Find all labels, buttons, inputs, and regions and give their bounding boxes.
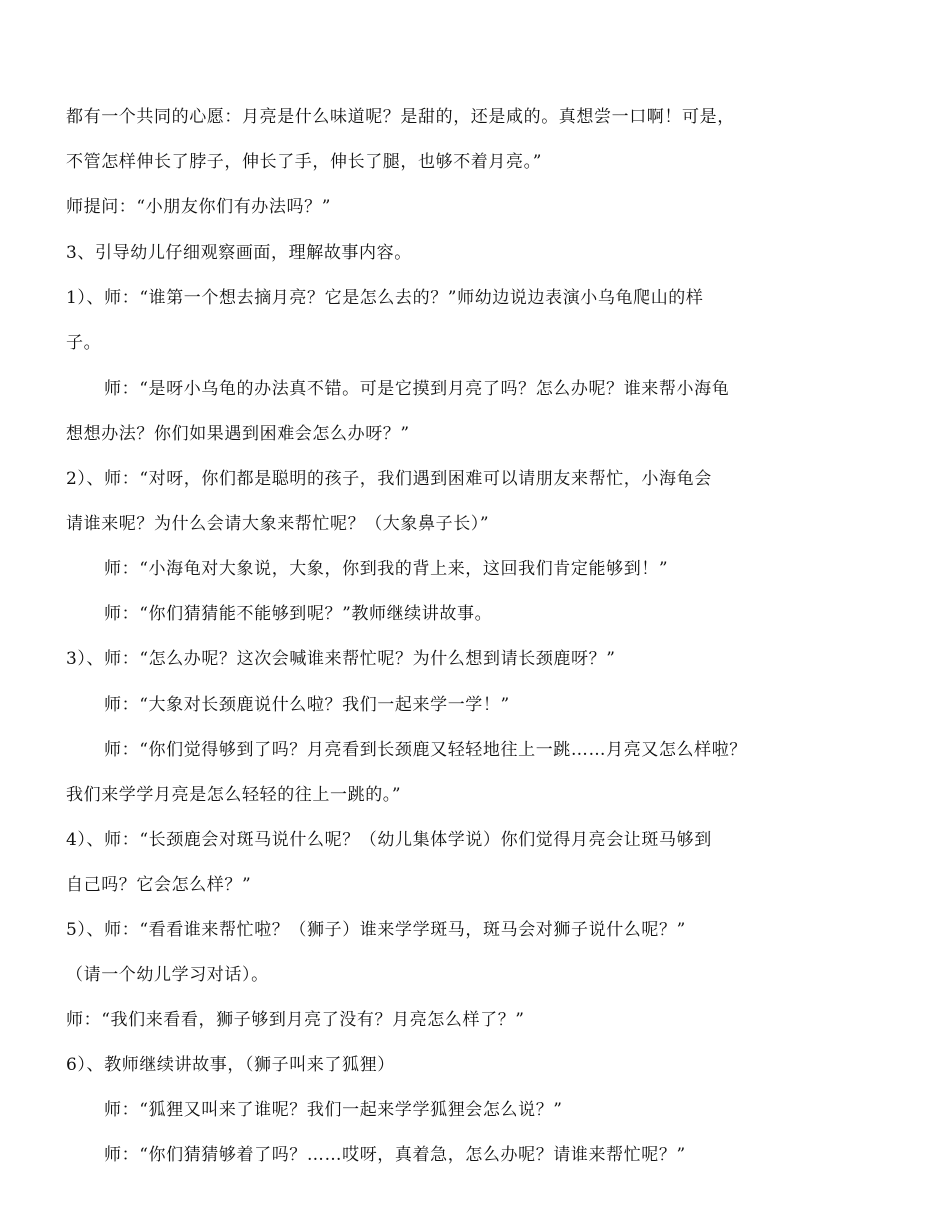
- text-line: 5）、师：“看看谁来帮忙啦？（狮子）谁来学学斑马，斑马会对狮子说什么呢？”: [66, 920, 686, 940]
- text-line: 师：“狐狸又叫来了谁呢？我们一起来学学狐狸会怎么说？”: [104, 1100, 563, 1120]
- text-line: 师：“小海龟对大象说，大象，你到我的背上来，这回我们肯定能够到！”: [104, 559, 669, 579]
- text-line: 师：“你们猜猜能不能够到呢？”教师继续讲故事。: [104, 604, 493, 624]
- text-line: 都有一个共同的心愿：月亮是什么味道呢？是甜的，还是咸的。真想尝一口啊！可是，: [66, 107, 735, 127]
- text-line: 3）、师：“怎么办呢？这次会喊谁来帮忙呢？为什么想到请长颈鹿呀？”: [66, 649, 616, 669]
- text-line: 2）、师：“对呀，你们都是聪明的孩子，我们遇到困难可以请朋友来帮忙，小海龟会: [66, 469, 712, 489]
- text-line: 师提问：“小朋友你们有办法吗？”: [66, 197, 331, 217]
- text-line: 6）、教师继续讲故事，（狮子叫来了狐狸）: [66, 1055, 395, 1075]
- text-line: 我们来学学月亮是怎么轻轻的往上一跳的。”: [66, 785, 402, 805]
- text-line: 自己吗？它会怎么样？”: [66, 875, 252, 895]
- text-line: 师：“你们猜猜够着了吗？……哎呀，真着急，怎么办呢？请谁来帮忙呢？”: [104, 1145, 686, 1165]
- text-line: 不管怎样伸长了脖子，伸长了手，伸长了腿，也够不着月亮。”: [66, 152, 542, 172]
- text-line: 3、引导幼儿仔细观察画面，理解故事内容。: [66, 243, 412, 263]
- text-line: 师：“我们来看看，狮子够到月亮了没有？月亮怎么样了？”: [66, 1010, 525, 1030]
- text-line: 4）、师：“长颈鹿会对斑马说什么呢？（幼儿集体学说）你们觉得月亮会让斑马够到: [66, 830, 712, 850]
- text-line: 想想办法？你们如果遇到困难会怎么办呀？”: [66, 424, 410, 444]
- text-line: 请谁来呢？为什么会请大象来帮忙呢？（大象鼻子长）”: [66, 514, 490, 534]
- text-line: （请一个幼儿学习对话）。: [66, 965, 269, 985]
- text-line: 师：“是呀小乌龟的办法真不错。可是它摸到月亮了吗？怎么办呢？谁来帮小海龟: [104, 379, 730, 399]
- text-line: 师：“你们觉得够到了吗？月亮看到长颈鹿又轻轻地往上一跳……月亮又怎么样啦？: [104, 740, 747, 760]
- text-line: 子。: [66, 333, 102, 353]
- text-line: 师：“大象对长颈鹿说什么啦？我们一起来学一学！”: [104, 695, 510, 715]
- text-line: 1）、师：“谁第一个想去摘月亮？它是怎么去的？”师幼边说边表演小乌龟爬山的样: [66, 288, 704, 308]
